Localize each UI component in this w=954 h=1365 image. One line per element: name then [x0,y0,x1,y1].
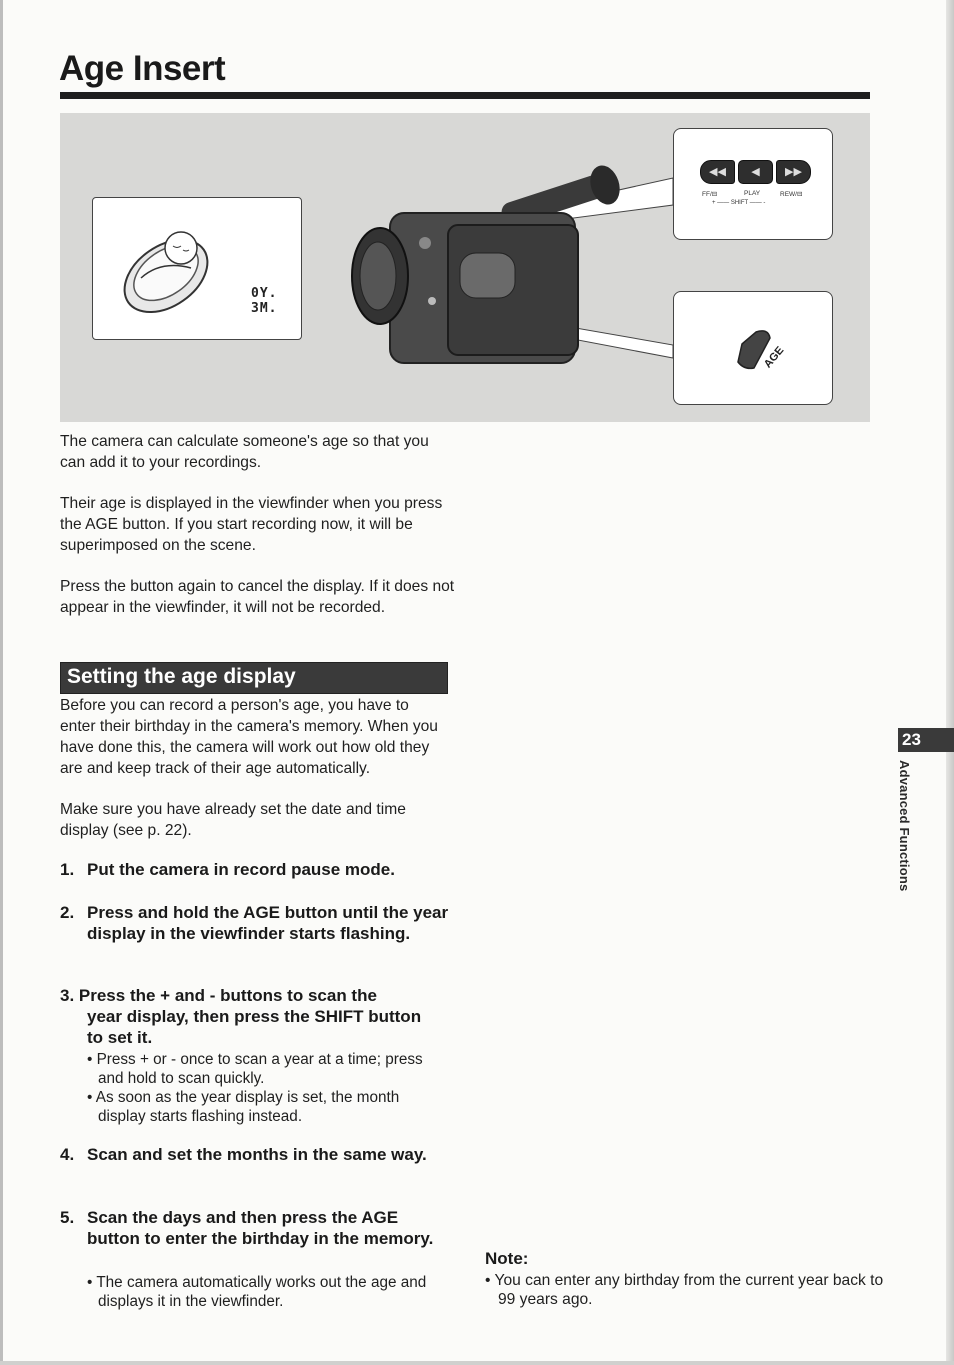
rew-label: REW/⊟ [780,191,803,198]
step-5-bullets [87,1273,447,1311]
step-text: Press and hold the AGE button until the year display in the viewfinder starts flashing. [87,903,449,943]
controls-callout-panel [673,128,833,240]
intro-paragraph-3: Press the button again to cancel the display. If it does not appear in the viewfinder, it will not be recorded. [60,578,455,616]
page-right-edge [946,0,954,1365]
page-number-tab [898,728,954,752]
viewfinder-display-panel [92,197,302,340]
age-button-icon [734,324,794,374]
step-text: Put the camera in record pause mode. [87,860,395,879]
step-2 [60,902,450,944]
step-text: Scan the days and then press the AGE button to enter the birthday in the memory. [87,1208,434,1248]
transport-button-row [700,160,811,184]
bullet-item: • The camera automatically works out the age and displays it in the viewfinder. [87,1274,427,1310]
step-4 [60,1144,430,1165]
note-title: Note: [485,1249,529,1268]
intro-paragraph-2: Their age is displayed in the viewfinder when you press the AGE button. If you start recording now, it will be superimposed on the scene. [60,495,443,554]
step-number: 5. [60,1208,75,1227]
age-readout: 0Y. 3M. [251,286,278,316]
step-number: 1. [60,860,75,879]
step-3 [60,985,440,1048]
section-paragraph-2: Make sure you have already set the date and time display (see p. 22). [60,801,406,839]
page-left-edge [0,0,3,1365]
step-text-first-line: 3. Press the + and - buttons to scan the [60,986,377,1005]
age-button-label: AGE [761,344,787,371]
baby-icon [111,208,221,318]
step-3-bullets [87,1050,447,1126]
step-number: 4. [60,1145,75,1164]
play-label: PLAY [744,190,761,197]
bullet-item: • Press + or - once to scan a year at a time; press and hold to scan quickly. [87,1051,423,1087]
section-heading: Setting the age display [67,665,296,688]
note-body: • You can enter any birthday from the current year back to 99 years ago. [485,1272,884,1308]
page-bottom-edge [0,1361,954,1365]
step-5 [60,1207,445,1249]
chapter-side-label: Advanced Functions [897,760,912,892]
page-number: 23 [902,730,921,749]
title-rule [60,92,870,99]
step-text-rest: year display, then press the SHIFT button to set it. [87,1007,422,1047]
step-text: Scan and set the months in the same way. [87,1145,427,1164]
camera-illustration [60,113,870,422]
step-number: 2. [60,903,75,922]
age-button-callout-panel [673,291,833,405]
ff-button: ▶▶ [776,160,811,184]
page-title: Age Insert [59,49,226,88]
rew-button: ◀◀ [700,160,735,184]
section-paragraph-1: Before you can record a person's age, you have to enter their birthday in the camera's memory. When you have done this, the camera will work out how old they are and keep track of their age automatically. [60,697,438,777]
step-1 [60,859,460,880]
intro-paragraph-1: The camera can calculate someone's age so that you can add it to your recordings. [60,433,429,471]
bullet-item: • As soon as the year display is set, the month display starts flashing instead. [87,1089,400,1125]
play-button: ◀ [738,160,773,184]
shift-label: + —— SHIFT —— - [712,200,766,206]
section-heading-banner [60,662,448,694]
ff-label: FF/⊟ [702,191,718,198]
